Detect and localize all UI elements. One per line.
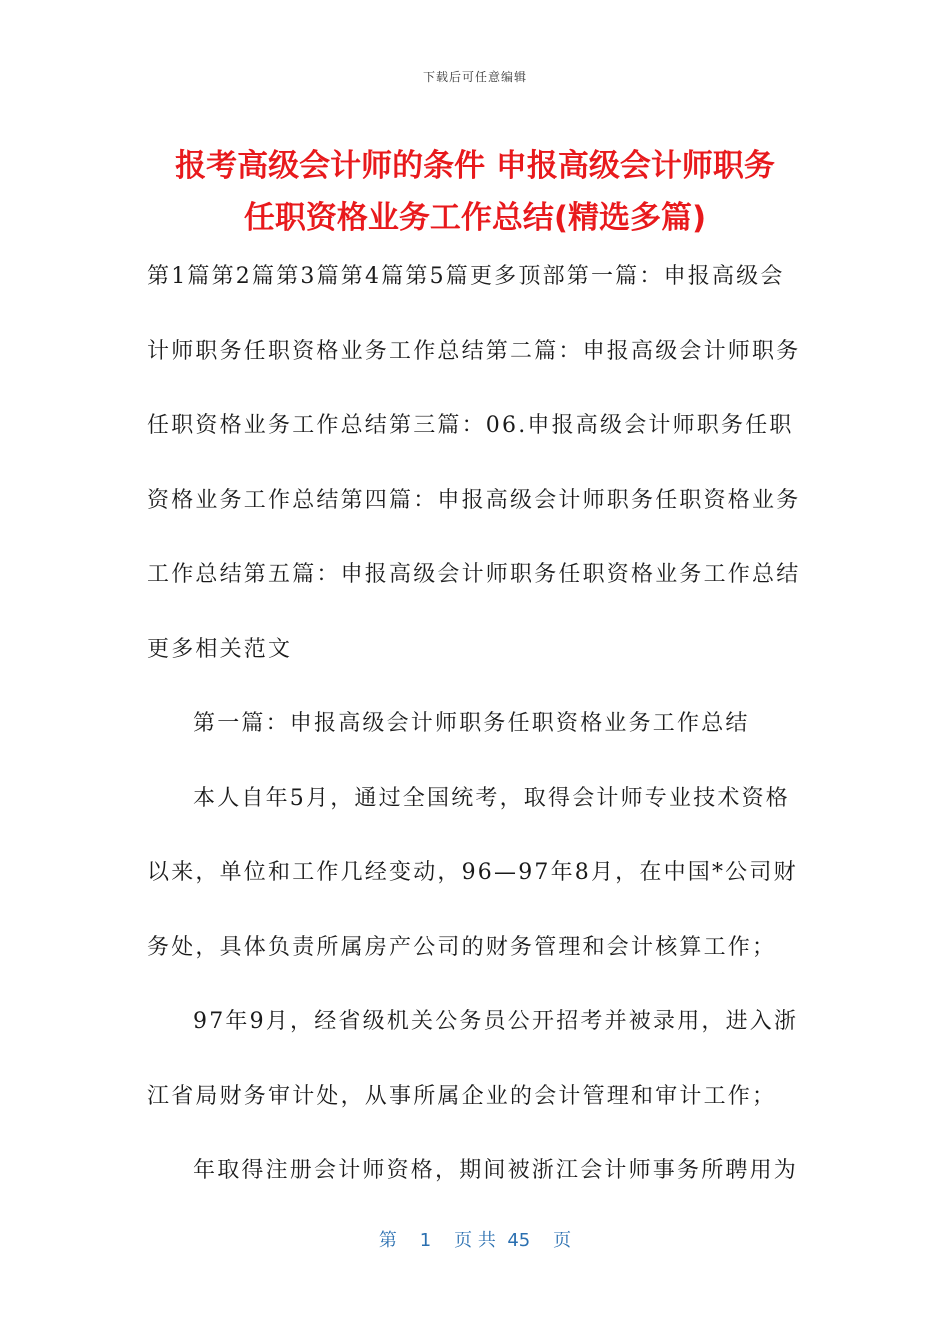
paragraph: 本人自年5月，通过全国统考，取得会计师专业技术资格以来，单位和工作几经变动，96—97年8月，在中国*公司财务处，具体负责所属房产公司的财务管理和会计核算工作；	[147, 785, 798, 960]
footer-suffix: 页	[553, 1230, 572, 1251]
current-page-number: 1	[419, 1230, 432, 1251]
paragraph: 97年9月，经省级机关公务员公开招考并被录用，进入浙江省局财务审计处，从事所属企业的会计管理和审计工作；	[147, 1009, 799, 1109]
document-body	[147, 240, 807, 1209]
footer-prefix: 第	[378, 1230, 397, 1251]
header-note: 下载后可任意编辑	[422, 70, 527, 84]
paragraph: 年取得注册会计师资格，期间被浙江会计师事务所聘用为	[193, 1158, 799, 1183]
document-title	[100, 140, 850, 244]
total-pages: 45	[507, 1230, 531, 1251]
paragraph-section-heading: 第一篇：申报高级会计师职务任职资格业务工作总结	[193, 711, 750, 736]
page-footer	[0, 1226, 950, 1252]
paragraph-contents-list: 第1篇第2篇第3篇第4篇第5篇更多顶部第一篇：申报高级会计师职务任职资格业务工作总结第二篇：申报高级会计师职务任职资格业务工作总结第三篇：06.申报高级会计师职务任职资格业务工作总结第四篇：申报高级会计师职务任职资格业务工作总结第五篇：申报高级会计师职务任职资格业务工作总结更多相关范文	[147, 264, 801, 662]
footer-middle: 页 共	[454, 1230, 496, 1251]
title-line-2: 任职资格业务工作总结(精选多篇)	[243, 200, 707, 236]
title-line-1: 报考高级会计师的条件 申报高级会计师职务	[175, 148, 775, 184]
